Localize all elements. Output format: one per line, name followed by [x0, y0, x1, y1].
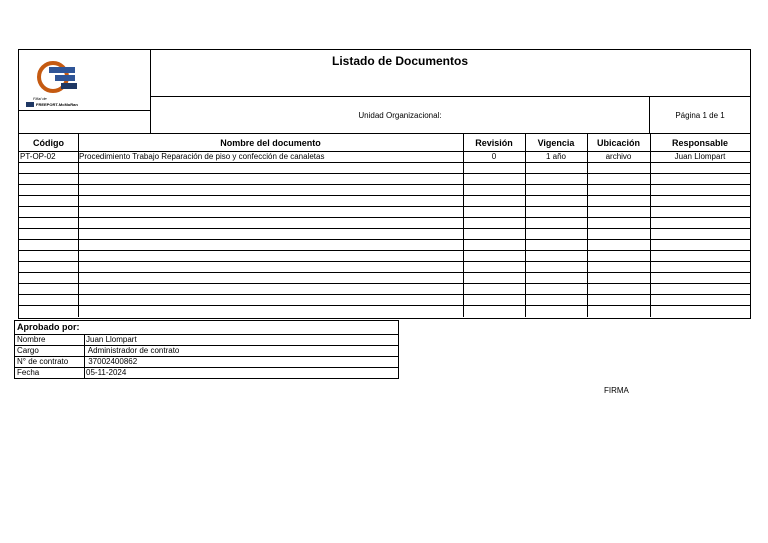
approval-field-label: Fecha [17, 368, 40, 377]
approval-col-divider [84, 334, 85, 378]
table-row-divider [19, 250, 750, 251]
row-1-codigo: PT-OP-02 [20, 152, 56, 161]
table-row-divider [19, 184, 750, 185]
col-header-vigencia: Vigencia [537, 137, 575, 148]
approval-row [15, 367, 398, 378]
approval-field-value: Administrador de contrato [86, 346, 180, 355]
row-1-vigencia: 1 año [545, 152, 567, 161]
approval-row [15, 345, 398, 356]
approval-field-label: Nombre [17, 335, 46, 344]
table-row-divider [19, 228, 750, 229]
col-header-nombre: Nombre del documento [220, 137, 321, 148]
table-row-divider [19, 151, 750, 152]
approval-heading: Aprobado por: [17, 322, 80, 332]
table-row-divider [19, 162, 750, 163]
company-logo-icon [33, 57, 83, 97]
document-header [18, 49, 751, 134]
row-1-nombre: Procedimiento Trabajo Reparación de piso y confección de canaletas [79, 152, 325, 161]
table-row-divider [19, 195, 750, 196]
table-row-divider [19, 261, 750, 262]
col-header-codigo: Código [33, 137, 64, 148]
table-row-divider [19, 206, 750, 207]
table-row-divider [19, 283, 750, 284]
approval-row [15, 356, 398, 367]
col-header-revision: Revisión [475, 137, 513, 148]
approval-field-value: 05-11-2024 [86, 368, 127, 377]
approval-field-label: Cargo [17, 346, 39, 355]
table-row-divider [19, 217, 750, 218]
page-title: Listado de Documentos [331, 54, 468, 68]
logo-divider [19, 110, 150, 111]
approval-field-value: 37002400862 [86, 357, 138, 366]
approval-field-value: Juan Llompart [86, 335, 137, 344]
table-row-divider [19, 294, 750, 295]
table-row-divider [19, 272, 750, 273]
table-row-divider [19, 173, 750, 174]
row-1-responsable: Juan Llompart [674, 152, 726, 161]
col-header-responsable: Responsable [671, 137, 729, 148]
logo-brand-mark [26, 102, 78, 107]
logo-filial-text: Filial de [33, 96, 47, 101]
signature-label: FIRMA [604, 386, 629, 395]
col-header-ubicacion: Ubicación [596, 137, 640, 148]
row-1-ubicacion: archivo [605, 152, 632, 161]
page-number: Página 1 de 1 [675, 110, 725, 120]
approval-field-label: N° de contrato [17, 357, 69, 366]
approval-box [14, 320, 399, 379]
logo-area [19, 50, 151, 133]
table-row-divider [19, 239, 750, 240]
approval-row [15, 334, 398, 345]
logo-brand-text: FREEPORT-McMoRan [36, 102, 78, 107]
documents-table [18, 134, 751, 319]
row-1-revision: 0 [491, 152, 497, 161]
brand-square-icon [26, 102, 34, 107]
table-row-divider [19, 305, 750, 306]
org-unit-label: Unidad Organizacional: [358, 110, 442, 120]
